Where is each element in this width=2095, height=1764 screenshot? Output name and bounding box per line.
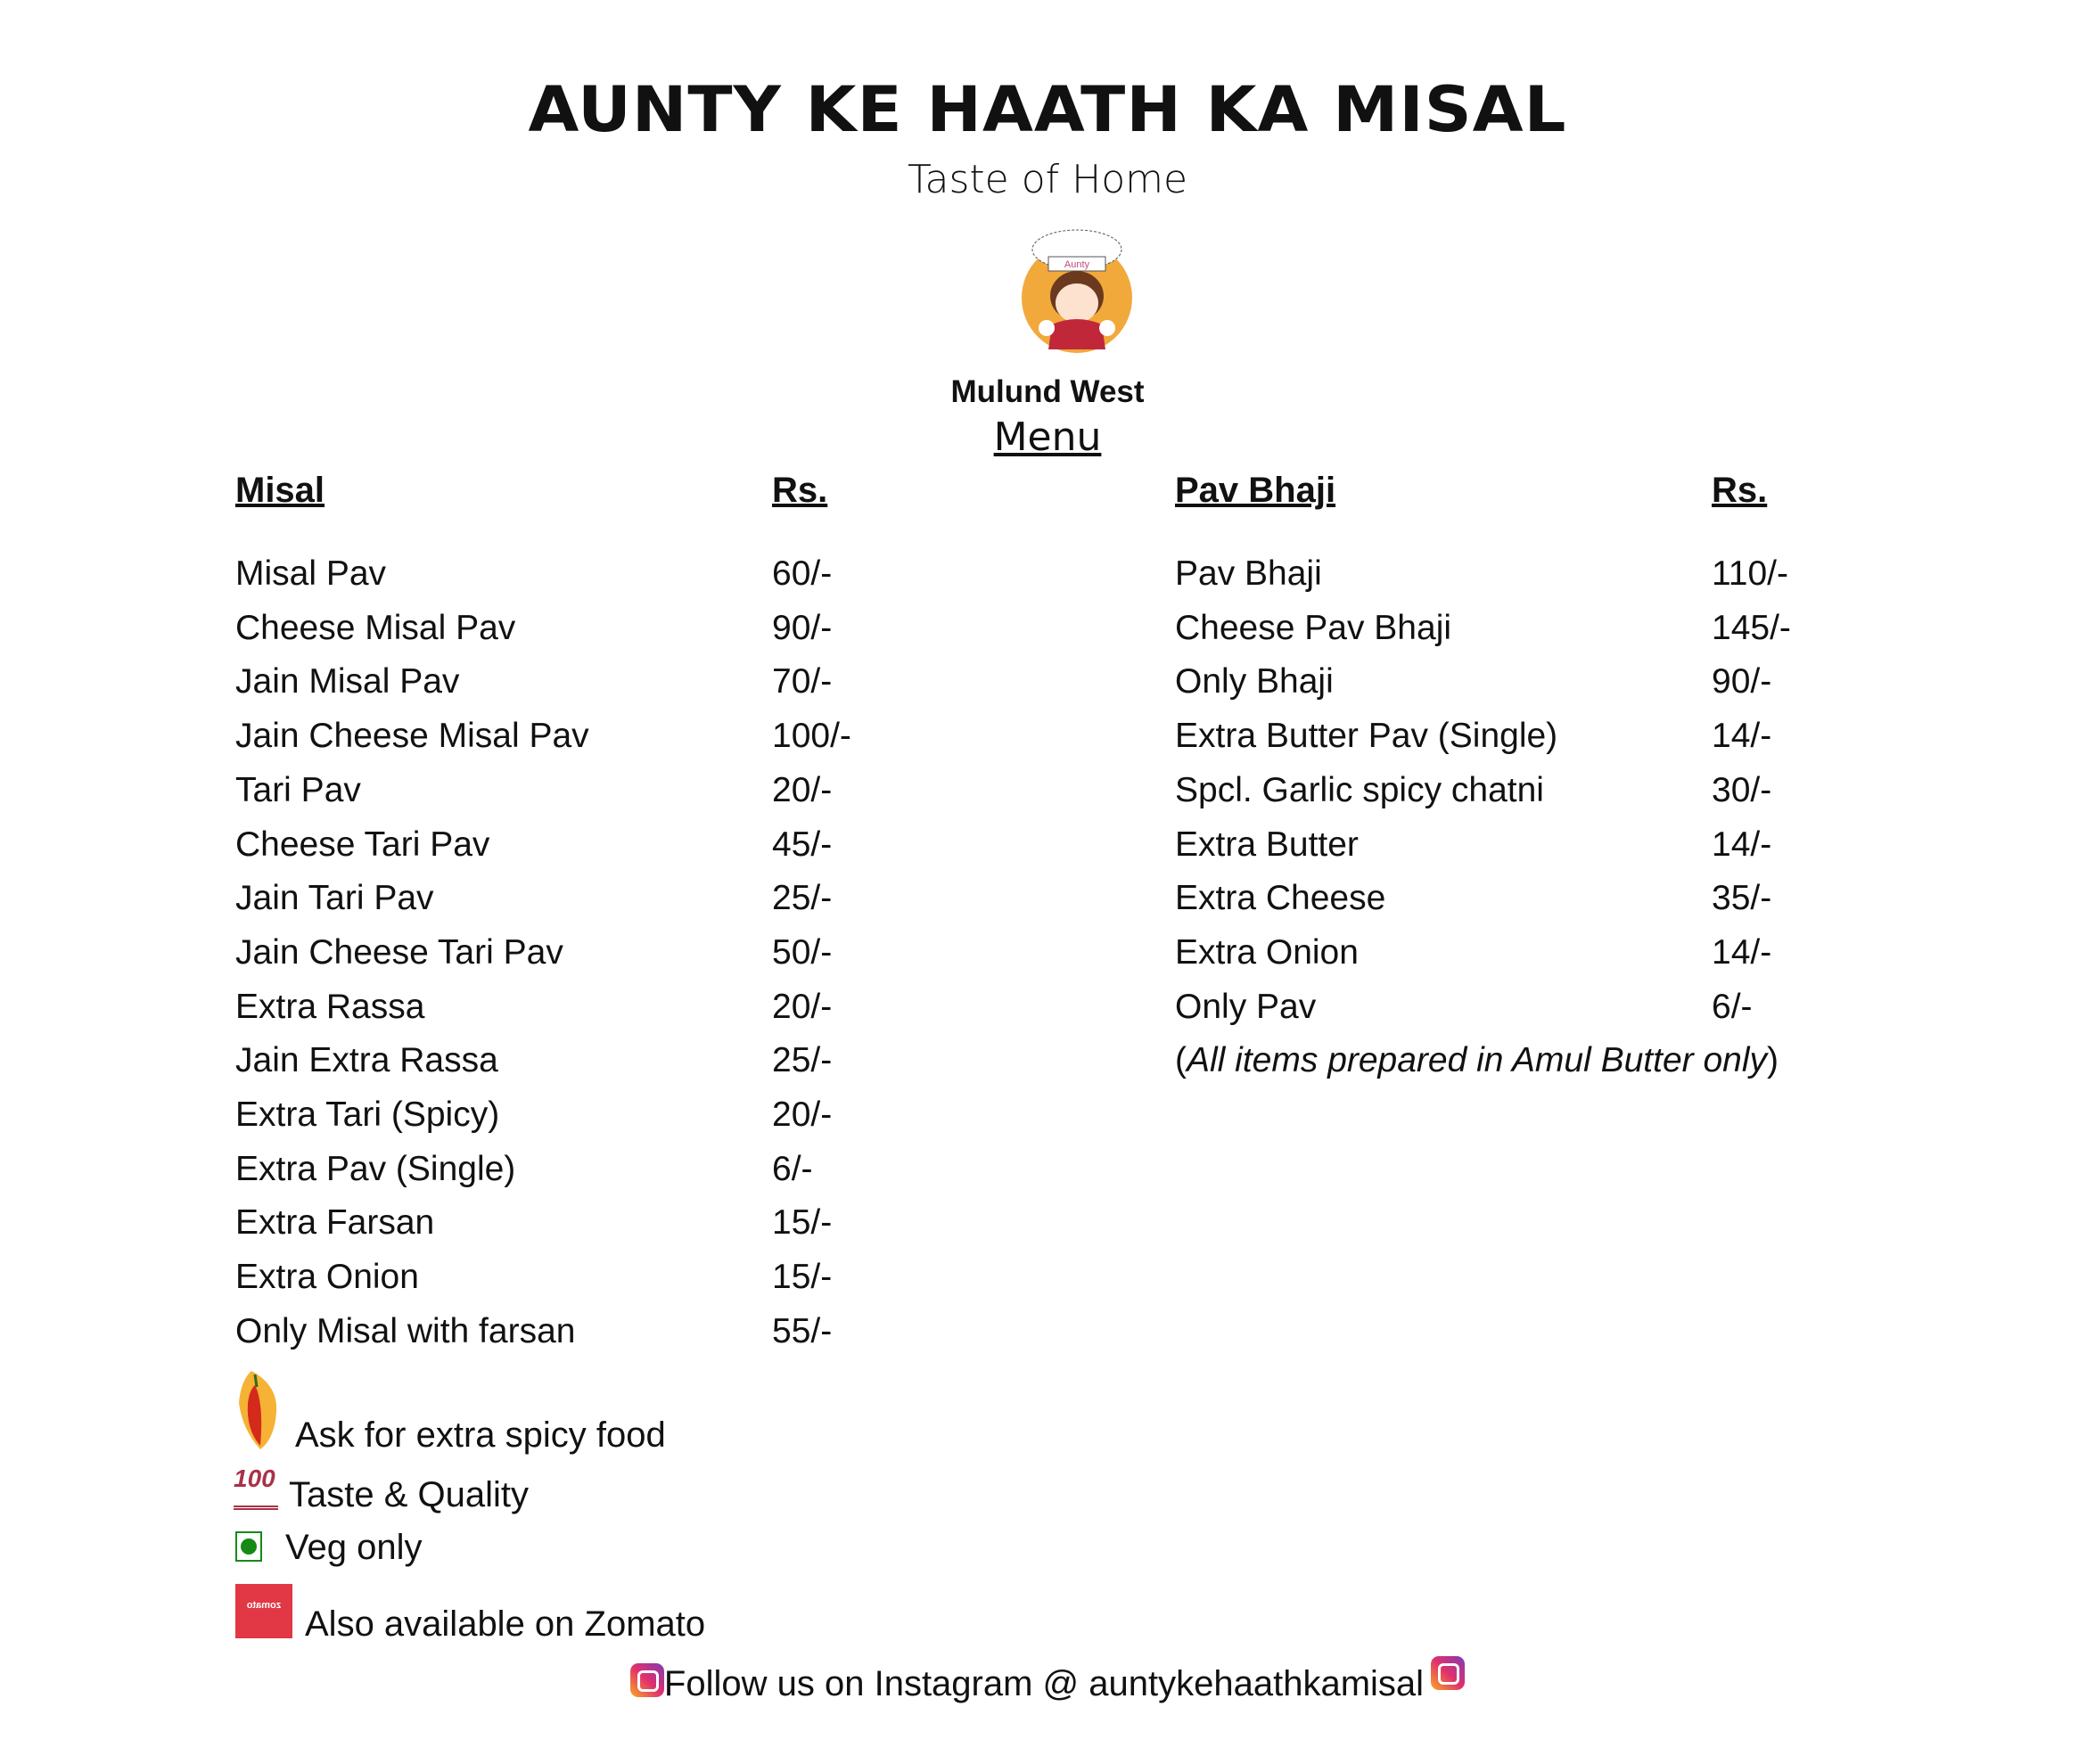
legend-veg: Veg only: [285, 1528, 423, 1567]
item-name: Cheese Misal Pav: [235, 608, 516, 647]
item-name: Jain Extra Rassa: [235, 1041, 498, 1080]
menu-item: [235, 769, 949, 812]
instagram-text[interactable]: Follow us on Instagram @ auntykehaathkamisal: [663, 1664, 1425, 1703]
aunty-logo-icon: [1016, 225, 1138, 358]
menu-item: [1175, 660, 1888, 703]
item-price: 14/-: [1712, 932, 1772, 972]
item-name: Jain Tari Pav: [235, 879, 434, 918]
item-name: Extra Tari (Spicy): [235, 1095, 500, 1134]
note-close: ): [1767, 1041, 1779, 1079]
item-name: Cheese Tari Pav: [235, 825, 490, 864]
item-price: 90/-: [772, 608, 833, 647]
note-open: (: [1175, 1041, 1187, 1079]
item-name: Jain Cheese Tari Pav: [235, 932, 563, 972]
item-price: 15/-: [772, 1258, 833, 1297]
item-name: Extra Onion: [1175, 932, 1359, 972]
menu-item: [235, 660, 949, 703]
menu-item: [235, 877, 949, 920]
menu-item: [235, 986, 949, 1029]
tagline: Taste of Home: [907, 157, 1188, 202]
price-header-pav-bhaji: Rs.: [1712, 471, 1768, 510]
menu-item: [235, 607, 949, 650]
section-heading-misal: Misal: [235, 471, 325, 510]
item-price: 90/-: [1712, 662, 1772, 701]
item-price: 50/-: [772, 932, 833, 972]
menu-item: [1175, 607, 1888, 650]
menu-item: [1175, 824, 1888, 866]
zomato-icon: zomato: [235, 1584, 292, 1638]
item-name: Extra Onion: [235, 1258, 419, 1297]
menu-item: [235, 824, 949, 866]
item-price: 100/-: [772, 717, 851, 756]
item-price: 45/-: [772, 825, 833, 864]
location: Mulund West: [950, 374, 1145, 409]
menu-item: [1175, 931, 1888, 974]
restaurant-title: AUNTY KE HAATH KA MISAL: [528, 73, 1567, 146]
item-price: 20/-: [772, 987, 833, 1026]
menu-item: [235, 1256, 949, 1299]
legend-zomato: Also available on Zomato: [305, 1604, 706, 1644]
legend-quality: Taste & Quality: [289, 1475, 530, 1514]
hundred-icon: 100: [234, 1467, 278, 1510]
legend-spicy: Ask for extra spicy food: [295, 1415, 666, 1455]
item-name: Extra Farsan: [235, 1203, 435, 1243]
item-name: Pav Bhaji: [1175, 554, 1322, 593]
item-name: Extra Butter: [1175, 825, 1359, 864]
note-text: All items prepared in Amul Butter only: [1187, 1041, 1768, 1079]
chili-icon: [234, 1367, 283, 1451]
veg-icon: [235, 1531, 262, 1562]
item-price: 20/-: [772, 1095, 833, 1134]
menu-item: [235, 553, 949, 595]
item-name: Misal Pav: [235, 554, 387, 593]
item-name: Extra Rassa: [235, 987, 425, 1026]
item-price: 60/-: [772, 554, 833, 593]
menu-item: [235, 1202, 949, 1244]
menu-item: [235, 1039, 949, 1082]
menu-item: [1175, 986, 1888, 1029]
svg-text:Aunty: Aunty: [1064, 259, 1090, 270]
item-price: 145/-: [1712, 608, 1791, 647]
menu-item: [1175, 877, 1888, 920]
menu-item: [235, 1310, 949, 1353]
item-name: Only Misal with farsan: [235, 1311, 576, 1350]
item-name: Jain Misal Pav: [235, 662, 460, 701]
butter-note: [1175, 1041, 1779, 1080]
instagram-icon: [1431, 1656, 1465, 1690]
item-price: 35/-: [1712, 879, 1772, 918]
menu-item: [235, 715, 949, 758]
menu-item: [235, 931, 949, 974]
item-name: Extra Butter Pav (Single): [1175, 717, 1558, 756]
item-price: 15/-: [772, 1203, 833, 1243]
item-name: Spcl. Garlic spicy chatni: [1175, 770, 1544, 809]
item-name: Tari Pav: [235, 770, 361, 809]
menu-item: [235, 1148, 949, 1191]
item-name: Only Bhaji: [1175, 662, 1334, 701]
section-heading-pav-bhaji: Pav Bhaji: [1175, 471, 1336, 510]
menu-heading: Menu: [993, 414, 1102, 460]
item-name: Only Pav: [1175, 987, 1317, 1026]
item-name: Extra Pav (Single): [235, 1149, 516, 1188]
instagram-icon: [630, 1663, 664, 1697]
menu-item: [235, 1094, 949, 1136]
item-price: 14/-: [1712, 717, 1772, 756]
item-price: 110/-: [1712, 554, 1788, 593]
menu-item: [1175, 553, 1888, 595]
item-price: 25/-: [772, 1041, 833, 1080]
menu-item: [1175, 769, 1888, 812]
item-price: 55/-: [772, 1311, 833, 1350]
item-price: 14/-: [1712, 825, 1772, 864]
item-name: Jain Cheese Misal Pav: [235, 717, 589, 756]
item-price: 20/-: [772, 770, 833, 809]
item-price: 70/-: [772, 662, 833, 701]
item-price: 30/-: [1712, 770, 1772, 809]
item-name: Cheese Pav Bhaji: [1175, 608, 1452, 647]
menu-item: [1175, 715, 1888, 758]
item-name: Extra Cheese: [1175, 879, 1386, 918]
item-price: 6/-: [1712, 987, 1753, 1026]
item-price: 25/-: [772, 879, 833, 918]
price-header-misal: Rs.: [772, 471, 828, 510]
instagram-footer: [0, 1656, 2095, 1704]
item-price: 6/-: [772, 1149, 813, 1188]
